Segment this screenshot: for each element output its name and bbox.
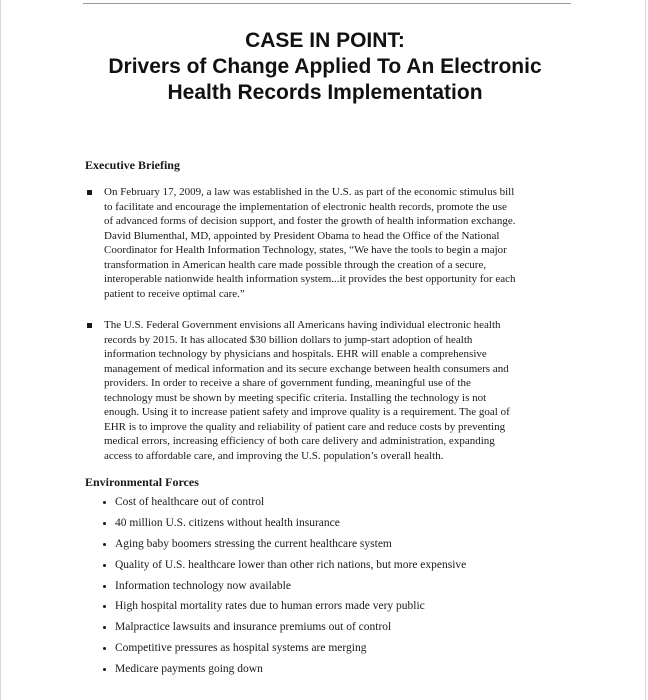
list-item-text: Cost of healthcare out of control (115, 496, 265, 508)
paragraph-line: medical errors, increasing efficiency of both care delivery and administration, expanding (104, 435, 495, 447)
square-bullet-icon (87, 323, 92, 328)
bullet-dot-icon (103, 647, 106, 650)
executive-briefing-heading: Executive Briefing (85, 158, 180, 172)
list-item-text: Quality of U.S. healthcare lower than other rich nations, but more expensive (115, 558, 467, 571)
paragraph-line: interoperable nationwide health information system...it provides the best opportunity for each (104, 273, 516, 285)
bullet-dot-icon (103, 564, 106, 567)
paragraph-line: David Blumenthal, MD, appointed by President Obama to head the Office of the National (104, 229, 500, 242)
list-item (100, 617, 466, 638)
list-item-text: Medicare payments going down (115, 663, 263, 676)
paragraph-line: technology must be shown by meeting specific criteria. Installing the technology is not (104, 391, 487, 404)
paragraph-line: of advanced forms of decision support, and foster the growth of health information exchange. (104, 215, 516, 227)
list-item-text: Malpractice lawsuits and insurance premiums out of control (115, 621, 392, 634)
paragraph-line: records by 2015. It has allocated $30 billion dollars to jump-start adoption of health (104, 333, 473, 346)
square-bullet-icon (87, 190, 92, 195)
paragraph-line: The U.S. Federal Government envisions all Americans having individual electronic health (104, 319, 501, 331)
briefing-paragraph-1 (104, 185, 570, 301)
briefing-paragraph-2 (104, 318, 570, 463)
list-item-text: Aging baby boomers stressing the current healthcare system (115, 537, 392, 550)
top-rule (83, 3, 571, 4)
paragraph-line: to facilitate and encourage the implementation of electronic health records, promote the use (104, 200, 507, 213)
list-item (100, 638, 466, 659)
environmental-forces-heading: Environmental Forces (85, 475, 199, 489)
paragraph-line: EHR is to improve the quality and reliability of patient care and reduce costs by preventing (104, 420, 506, 433)
paragraph-line: access to affordable care, and improving the U.S. population’s overall health. (104, 449, 444, 462)
bullet-dot-icon (103, 605, 106, 608)
paragraph-line: Coordinator for Health Information Technology, states, “We have the tools to begin a major (104, 244, 507, 256)
list-item (100, 555, 466, 576)
page-left-edge (0, 0, 1, 700)
paragraph-line: patient to receive optimal care.” (104, 287, 245, 300)
bullet-dot-icon (103, 585, 106, 588)
list-item (100, 596, 466, 617)
list-item-text: Information technology now available (115, 579, 291, 592)
paragraph-line: On February 17, 2009, a law was established in the U.S. as part of the economic stimulus bill (104, 186, 515, 198)
paragraph-line: management of medical information and its secure exchange between health consumers and (104, 362, 509, 375)
list-item-text: High hospital mortality rates due to human errors made very public (115, 600, 425, 613)
title-line-1: CASE IN POINT: (245, 29, 405, 52)
environmental-forces-list (100, 492, 466, 680)
list-item (100, 513, 466, 534)
paragraph-line: enough. Using it to increase patient safety and improve quality is a requirement. The goal of (104, 406, 510, 418)
title-line-2: Drivers of Change Applied To An Electronic (108, 55, 542, 78)
list-item (100, 534, 466, 555)
bullet-dot-icon (103, 501, 106, 504)
list-item-text: Competitive pressures as hospital systems are merging (115, 642, 367, 655)
paragraph-line: information technology by physicians and hospitals. EHR will enable a comprehensive (104, 348, 487, 360)
list-item-text: 40 million U.S. citizens without health insurance (115, 516, 340, 529)
page-right-edge (645, 0, 646, 700)
bullet-dot-icon (103, 543, 106, 546)
paragraph-line: providers. In order to receive a share of government funding, meaningful use of the (104, 377, 471, 389)
list-item (100, 659, 466, 680)
title-line-3: Health Records Implementation (167, 81, 483, 104)
list-item (100, 492, 466, 513)
bullet-dot-icon (103, 668, 106, 671)
document-title (40, 28, 610, 106)
list-item (100, 576, 466, 597)
bullet-dot-icon (103, 626, 106, 629)
bullet-dot-icon (103, 522, 106, 525)
paragraph-line: transformation in American health care made possible through the creation of a secure, (104, 258, 487, 271)
